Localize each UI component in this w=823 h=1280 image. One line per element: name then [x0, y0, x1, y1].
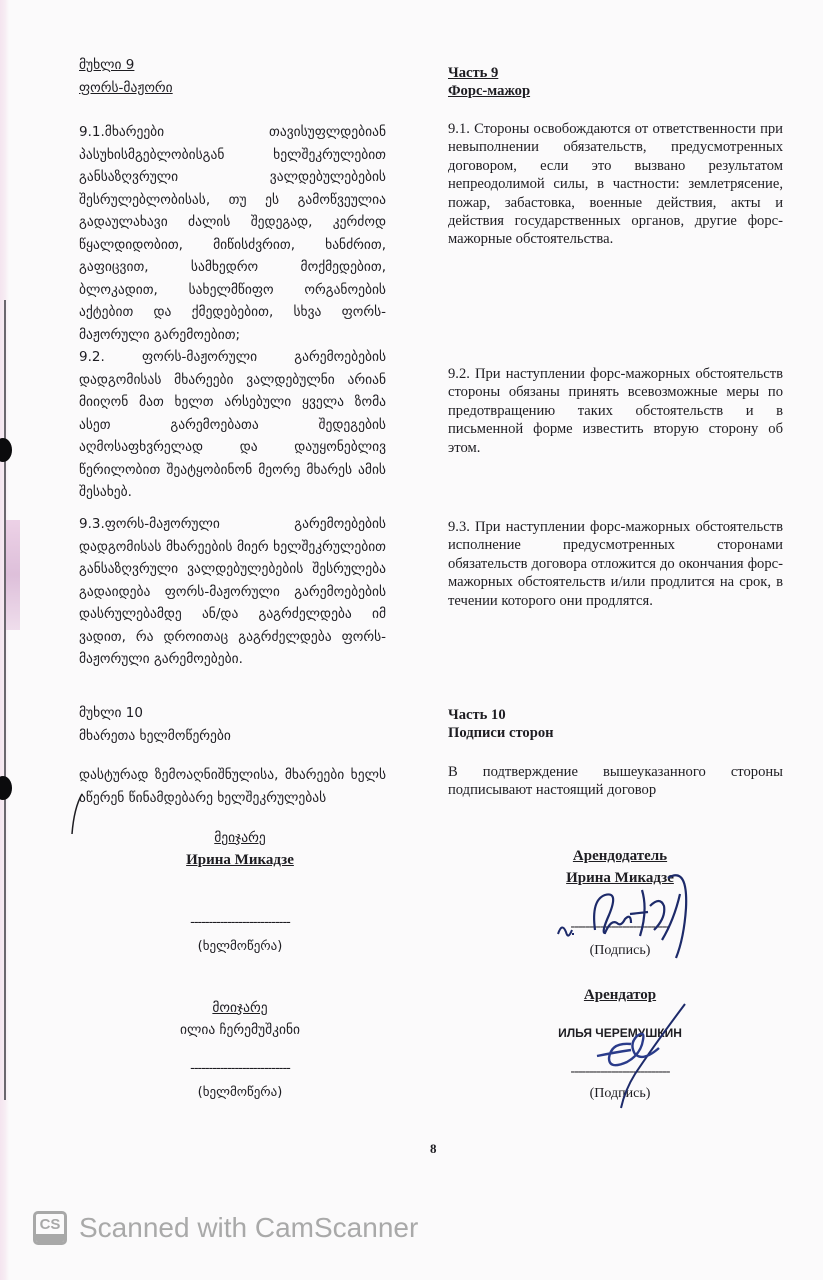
landlord-name-ru: Ирина Микадзе: [566, 870, 674, 886]
camscanner-watermark: [33, 1211, 418, 1245]
clause-9-3-ka: 9.3.ფორს-მაჟორული გარემოებების დადგომისას მხარეების მიერ ხელშეკრულებით განსაზღვრული ვალდებულებების შესრულება გადაიდება ფორს-მაჟორული გარემოებების დასრულებამდე ან/და გაგრძელდება იმ ვადით, რა დროითაც გაგრძელდება ფორს-მაჟორული გარემოებები.: [79, 516, 386, 667]
signature-label-ru: (Подпись): [589, 1086, 651, 1101]
margin-pen-mark: [58, 790, 88, 840]
signature-line: ---------------------------: [570, 1064, 670, 1079]
part9-heading-ru: Часть 9: [448, 65, 499, 81]
signature-line: ---------------------------: [570, 919, 670, 934]
tenant-signature-block-ka: [140, 997, 340, 1041]
clause-9-2-ka: 9.2. ფორს-მაჟორული გარემოებების დადგომისას მხარეები ვალდებულნი არიან მიიღონ მათ ხელთ არსებული ყველა ზომა ასეთ გარემოებათა შედეგების აღმოსაფხვრელად და დაუყონებლივ წერილობით შეატყობინონ მეორე მხარეს ამის შესახებ.: [79, 349, 386, 500]
punch-hole-bottom: [0, 776, 12, 800]
clause-9-1-ru: 9.1. Стороны освобождаются от ответственности при невыполнении обязательств, предусмотренных договором, если это вызвано результатом непреодолимой силы, в частности: землетрясение, пожар, забастовка, военные действия, акты и действия государственных органов, другие форс-мажорные обстоятельства.: [448, 121, 783, 248]
tenant-role-ka: მოიჯარე: [212, 1000, 268, 1016]
tenant-role-ru: Арендатор: [583, 987, 657, 1003]
binding-edge: [4, 300, 6, 1100]
part10-block-ru: [448, 706, 783, 743]
clause-9-3-ru: 9.3. При наступлении форс-мажорных обстоятельств исполнение предусмотренных сторонами обязательств договора отложится до окончания форс-мажорных обстоятельств и/или продлится на срок, в течении которого они продлятся.: [448, 519, 783, 609]
part10-title-ka: მხარეთა ხელმოწერები: [79, 727, 231, 744]
signature-label-ru: (Подпись): [589, 943, 651, 958]
tenant-handwritten-signature: [575, 1000, 695, 1110]
tenant-name-ka: ილია ჩერემუშკინი: [179, 1022, 300, 1038]
tenant-sign-area-ka: [140, 1058, 340, 1104]
page-number: 8: [430, 1141, 437, 1156]
confirmation-ka: დასტურად ზემოაღნიშნულისა, მხარეები ხელს აწერენ წინამდებარე ხელშეკრულებას: [79, 767, 386, 806]
part10-title-ru: Подписи сторон: [448, 725, 554, 742]
signature-line: ---------------------------: [190, 1061, 290, 1076]
landlord-signature-block-ka: [140, 827, 340, 871]
landlord-handwritten-signature: [550, 870, 710, 970]
landlord-role-ka: მეიჯარე: [214, 830, 266, 846]
part10-block-ka: [79, 702, 386, 747]
clause-9-2-ru: 9.2. При наступлении форс-мажорных обстоятельств стороны обязаны принять всевозможные меры по предотвращению таких обстоятельств и в письменной форме известить вторую сторону об этом.: [448, 366, 783, 456]
camscanner-logo-icon: CS: [33, 1211, 67, 1245]
landlord-role-ru: Арендодатель: [572, 848, 668, 864]
punch-hole-top: [0, 438, 12, 462]
tenant-name-ru: ИЛЬЯ ЧЕРЕМУШКИН: [558, 1026, 682, 1040]
signature-line: ---------------------------: [190, 915, 290, 930]
part9-heading-ka: მუხლი 9: [79, 57, 135, 73]
georgian-column: [79, 54, 386, 99]
paper-stain: [6, 520, 20, 630]
part10-heading-ka: მუხლი 10: [79, 705, 143, 721]
signature-label-ka: (ხელმოწერა): [197, 939, 283, 954]
part10-heading-ru: Часть 10: [448, 707, 506, 723]
clause-9-1-ka: 9.1.მხარეები თავისუფლდებიან პასუხისმგებლობისგან ხელშეკრულებით განსაზღვრული ვალდებულებების შესრულებლობისას, თუ ეს გამოწვეულია გადაულახავი ძალის შედეგად, კერძოდ წყალდიდობით, მიწისძვრით, ხანძრით, გაფიცვით, სამხედრო მოქმედებით, ბლოკადით, სახელმწიფო ორგანოების აქტებით და ქმედებებით, სხვა ფორს-მაჟორული გარემოებით;: [79, 124, 386, 343]
watermark-text: Scanned with CamScanner: [79, 1212, 419, 1243]
landlord-sign-area-ka: [140, 912, 340, 958]
russian-column: [448, 64, 783, 101]
part9-title-ka: ფორს-მაჟორი: [79, 79, 173, 96]
part9-title-ru: Форс-мажор: [448, 83, 531, 100]
landlord-name-ka: Ирина Микадзе: [186, 852, 294, 868]
signature-label-ka: (ხელმოწერა): [197, 1085, 283, 1100]
confirmation-ru: В подтверждение вышеуказанного стороны подписывают настоящий договор: [448, 764, 783, 799]
